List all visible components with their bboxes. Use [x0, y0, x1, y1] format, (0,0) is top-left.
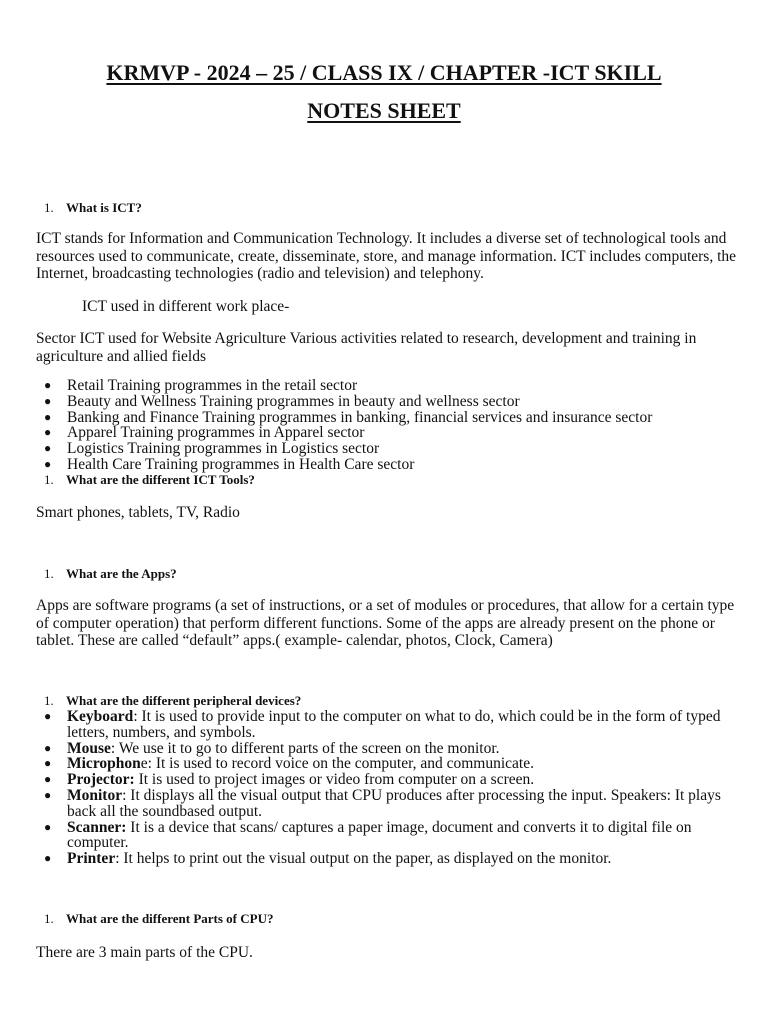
- workplace-heading: ICT used in different work place-: [82, 298, 290, 315]
- list-item: ● Banking and Finance Training programmes in banking, financial services and insurance sector: [44, 410, 734, 426]
- question-apps: 1. What are the Apps?: [44, 566, 177, 581]
- sector-intro: Sector ICT used for Website Agriculture Various activities related to research, development and training in agriculture and allied fields: [36, 330, 697, 365]
- question-ict-tools: 1. What are the different ICT Tools?: [44, 472, 255, 487]
- question-cpu-parts: 1. What are the different Parts of CPU?: [44, 911, 274, 926]
- list-item: ● Microphone: It is used to record voice on the computer, and communicate.: [44, 756, 734, 772]
- page-subtitle: NOTES SHEET: [307, 98, 461, 123]
- apps-answer: Apps are software programs (a set of instructions, or a set of modules or procedures, that allow for a certain type of computer operation) that perform different functions. Some of the apps are already present on the phone or tablet. These are called “default” apps.( example- calendar, photos, Clock, Camera): [36, 597, 735, 649]
- cpu-answer: There are 3 main parts of the CPU.: [36, 944, 253, 961]
- question-peripheral-devices: 1. What are the different peripheral devices?: [44, 693, 302, 708]
- tools-answer: Smart phones, tablets, TV, Radio: [36, 504, 240, 521]
- list-item: ● Logistics Training programmes in Logistics sector: [44, 441, 734, 457]
- list-item: ● Monitor: It displays all the visual output that CPU produces after processing the input. Speakers: It plays back all the soundbased output.: [44, 788, 734, 820]
- list-item: ● Keyboard: It is used to provide input to the computer on what to do, which could be in the form of typed letters, numbers, and symbols.: [44, 709, 734, 741]
- peripheral-list: [44, 709, 734, 867]
- list-item: ● Beauty and Wellness Training programmes in beauty and wellness sector: [44, 394, 734, 410]
- list-item: ● Retail Training programmes in the retail sector: [44, 378, 734, 394]
- page-title: KRMVP - 2024 – 25 / CLASS IX / CHAPTER -ICT SKILL: [106, 60, 662, 85]
- list-item: ● Scanner: It is a device that scans/ captures a paper image, document and converts it to digital file on computer.: [44, 820, 734, 852]
- list-item: ● Apparel Training programmes in Apparel sector: [44, 425, 734, 441]
- ict-definition: ICT stands for Information and Communication Technology. It includes a diverse set of technological tools and resources used to communicate, create, disseminate, store, and manage information. ICT includes computers, the Internet, broadcasting technologies (radio and television) and telephony.: [36, 230, 737, 282]
- question-what-is-ict: 1. What is ICT?: [44, 200, 142, 215]
- sector-list: [44, 378, 734, 473]
- list-item: ● Health Care Training programmes in Health Care sector: [44, 457, 734, 473]
- list-item: ● Mouse: We use it to go to different parts of the screen on the monitor.: [44, 741, 734, 757]
- list-item: ● Projector: It is used to project images or video from computer on a screen.: [44, 772, 734, 788]
- list-item: ● Printer: It helps to print out the visual output on the paper, as displayed on the monitor.: [44, 851, 734, 867]
